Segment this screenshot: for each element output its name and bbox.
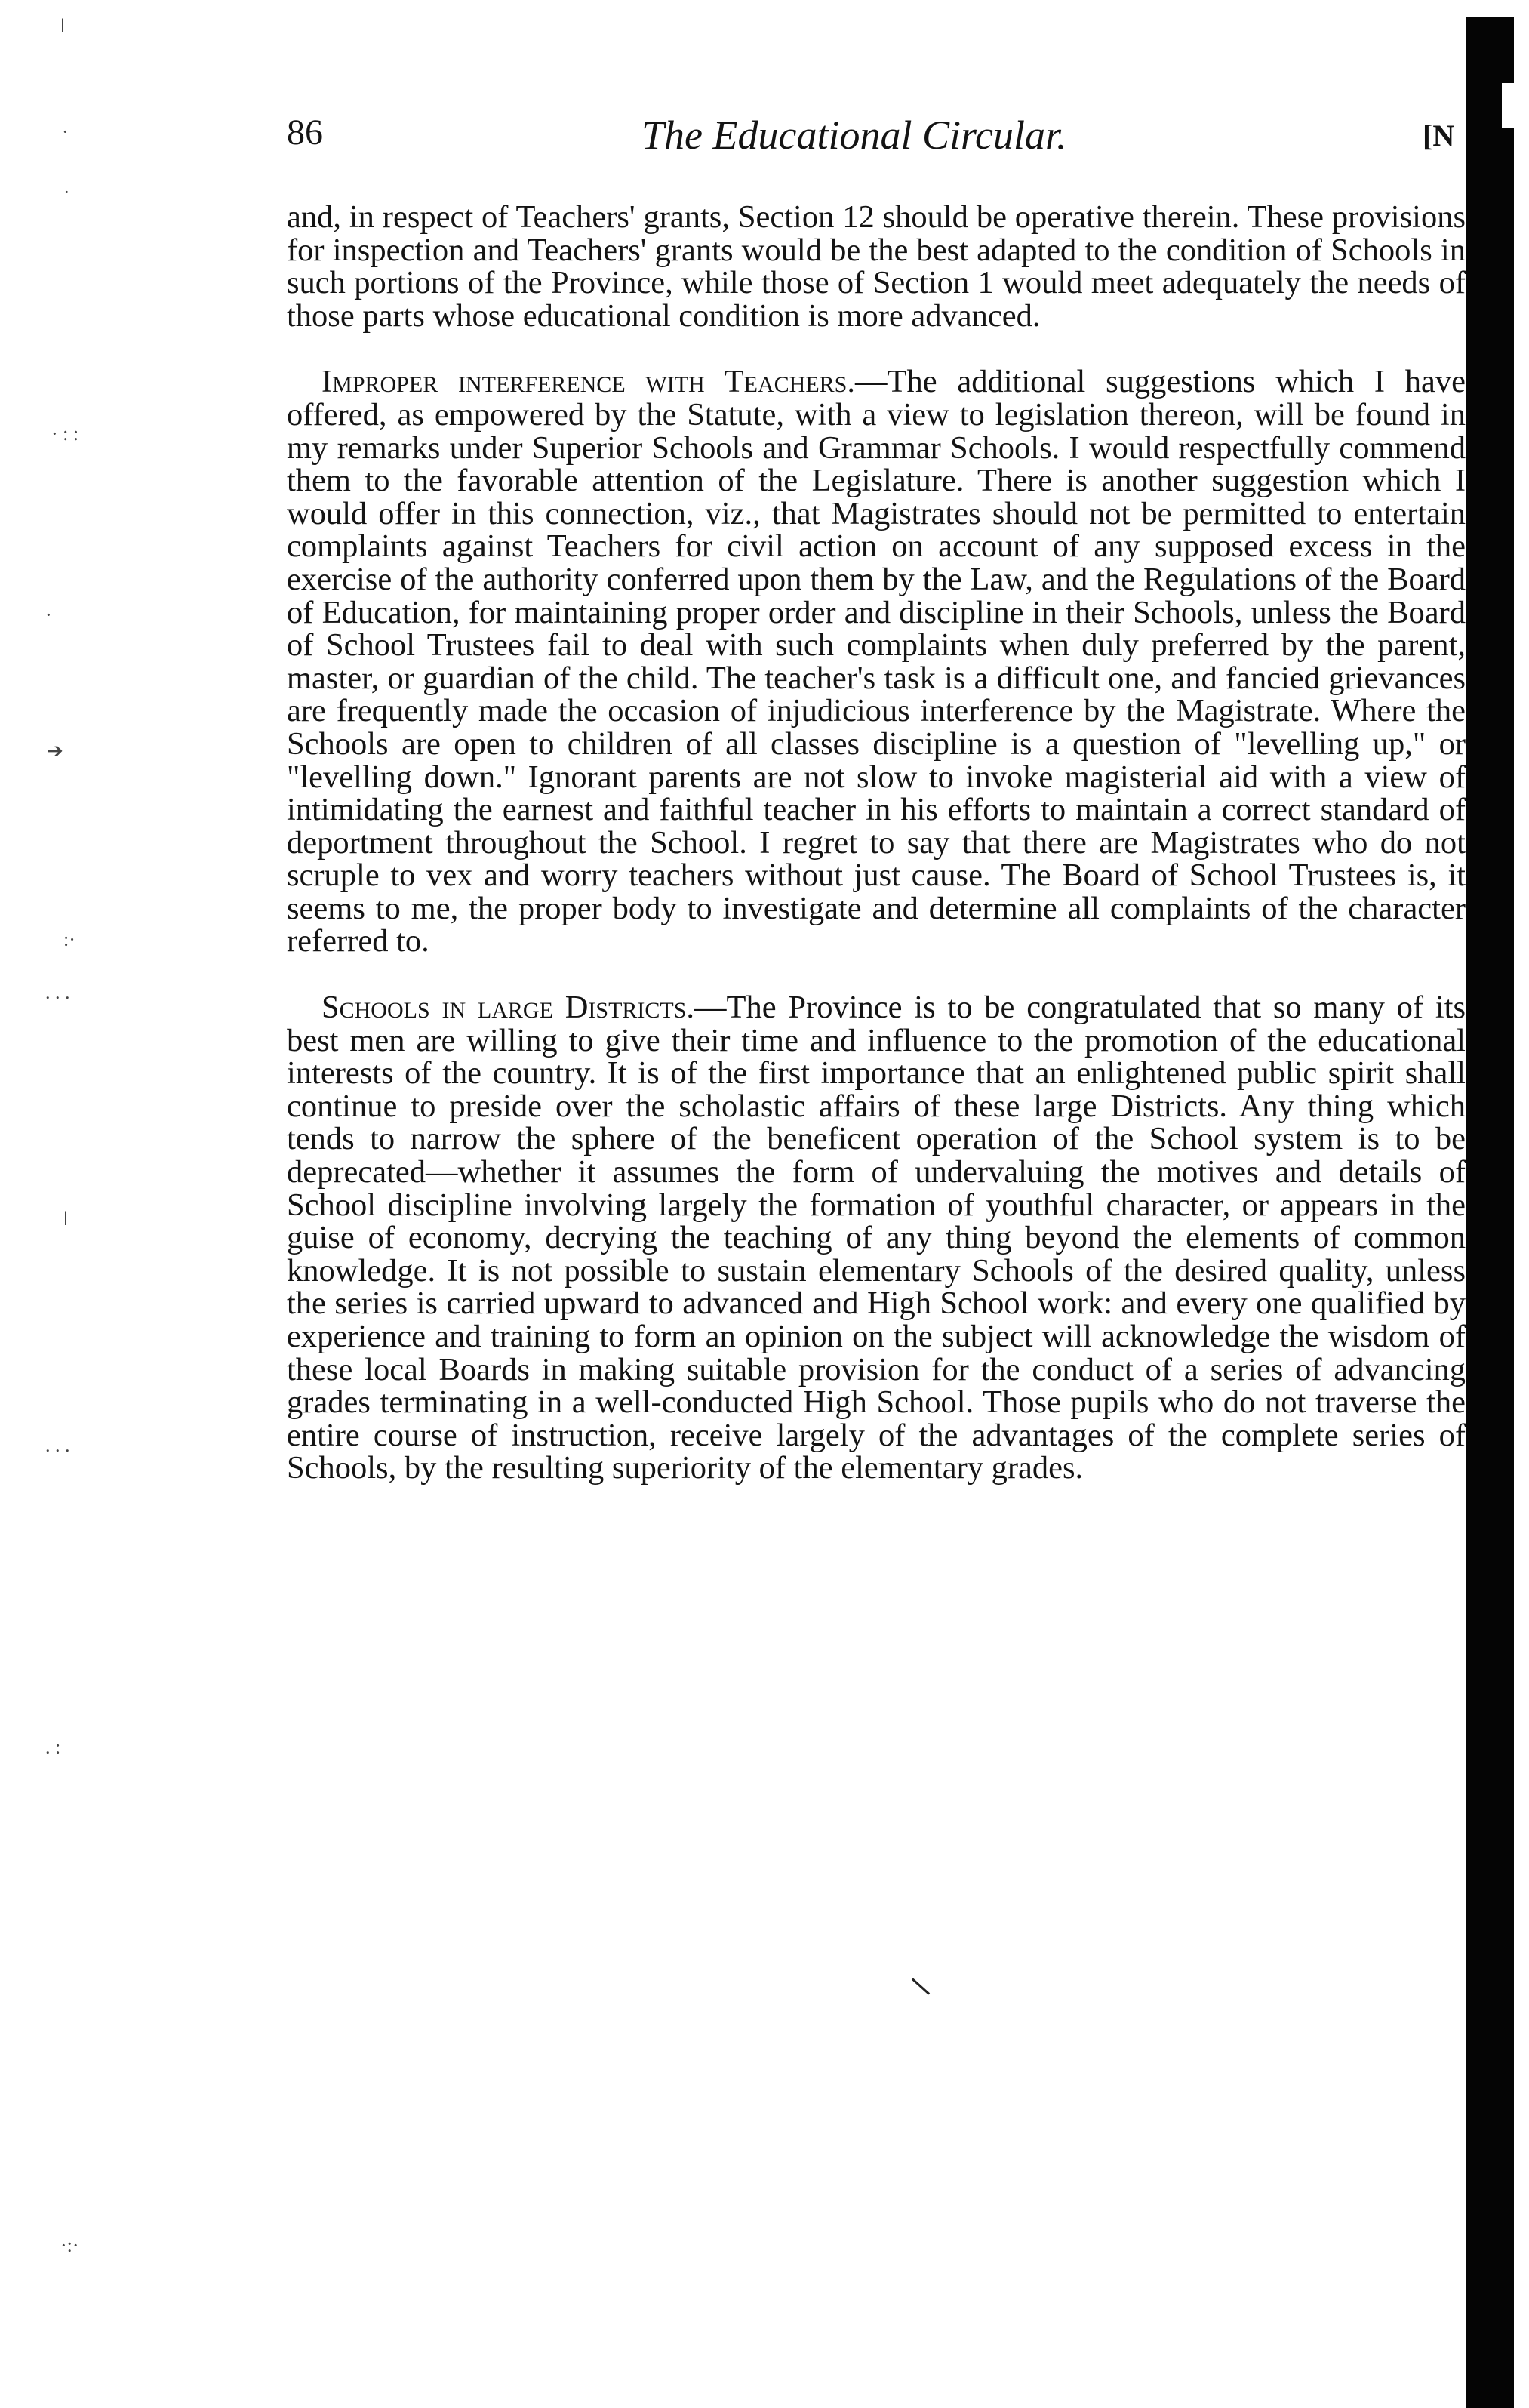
paragraph-improper-interference (287, 365, 1466, 958)
stray-pen-mark (912, 1978, 930, 1994)
paragraph-schools-large-districts (287, 991, 1466, 1485)
section-heading: Improper interference with Teachers. (321, 364, 855, 400)
page-header (287, 112, 1464, 165)
header-edge-fragment: [N (1423, 119, 1455, 152)
left-margin-specks: ǀ · · · : : · ➔ :· . . . ǀ . . . . : ·:· (45, 15, 79, 2256)
paragraph-text: —The Province is to be congratulated that so many of its best men are willing to give their time and influence to the promotion of the educational interests of the country. It is of the first importance that an enlightened public spirit shall continue to preside over the scholastic affairs of these large Districts. Any thing which tends to narrow the sphere of the beneficent operation of the School system is to be deprecated—whether it assumes the form of undervaluing the motives and details of School discipline involving largely the formation of youthful character, or appears in the guise of economy, decrying the teaching of any thing beyond the elements of common knowledge. It is not possible to sustain elementary Schools of the desired quality, unless the series is carried upward to advanced and High School work: and every one qualified by experience and training to form an opinion on the subject will acknowledge the wisdom of these local Boards in making suitable provision for the conduct of a series of advancing grades terminating in a well-conducted High School. Those pupils who do not traverse the entire course of instruction, receive largely of the advantages of the complete series of Schools, by the resulting superiority of the elementary grades. (287, 990, 1466, 1486)
binding-notch (1502, 83, 1529, 128)
article-body (287, 201, 1466, 1485)
paragraph-text: —The additional suggestions which I have offered, as empowered by the Statute, with a view to legislation thereon, will be found in my remarks under Superior Schools and Grammar Schools. I would respectfully commend them to the favorable attention of the Legislature. There is another suggestion which I would offer in this connection, viz., that Magistrates should not be permitted to entertain complaints against Teachers for civil action on account of any supposed excess in the exercise of the authority conferred upon them by the Law, and the Regulations of the Board of Education, for maintaining proper order and discipline in their Schools, unless the Board of School Trustees fail to deal with such complaints when duly preferred by the parent, master, or guardian of the child. The teacher's task is a difficult one, and fancied grievances are frequently made the occasion of injudicious interference by the Magistrate. Where the Schools are open to children of all classes discipline is a question of "levelling up," or "levelling down." Ignorant parents are not slow to invoke magisterial aid with a view of intimidating the earnest and faithful teacher in his efforts to maintain a correct standard of deportment throughout the School. I regret to say that there are Magistrates who do not scruple to vex and worry teachers without just cause. The Board of School Trustees is, it seems to me, the proper body to investigate and determine all complaints of the character referred to. (287, 364, 1466, 959)
paragraph-continuation (287, 201, 1466, 332)
paragraph-text: and, in respect of Teachers' grants, Section 12 should be operative therein. These provisions for inspection and Teachers' grants would be the best adapted to the condition of Schools in such portions of the Province, while those of Section 1 would meet adequately the needs of those parts whose educational condition is more advanced. (287, 199, 1466, 334)
binding-shadow (1466, 17, 1514, 2408)
running-title: The Educational Circular. (641, 112, 1067, 158)
page-number: 86 (287, 112, 323, 152)
section-heading: Schools in large Districts. (321, 990, 695, 1026)
